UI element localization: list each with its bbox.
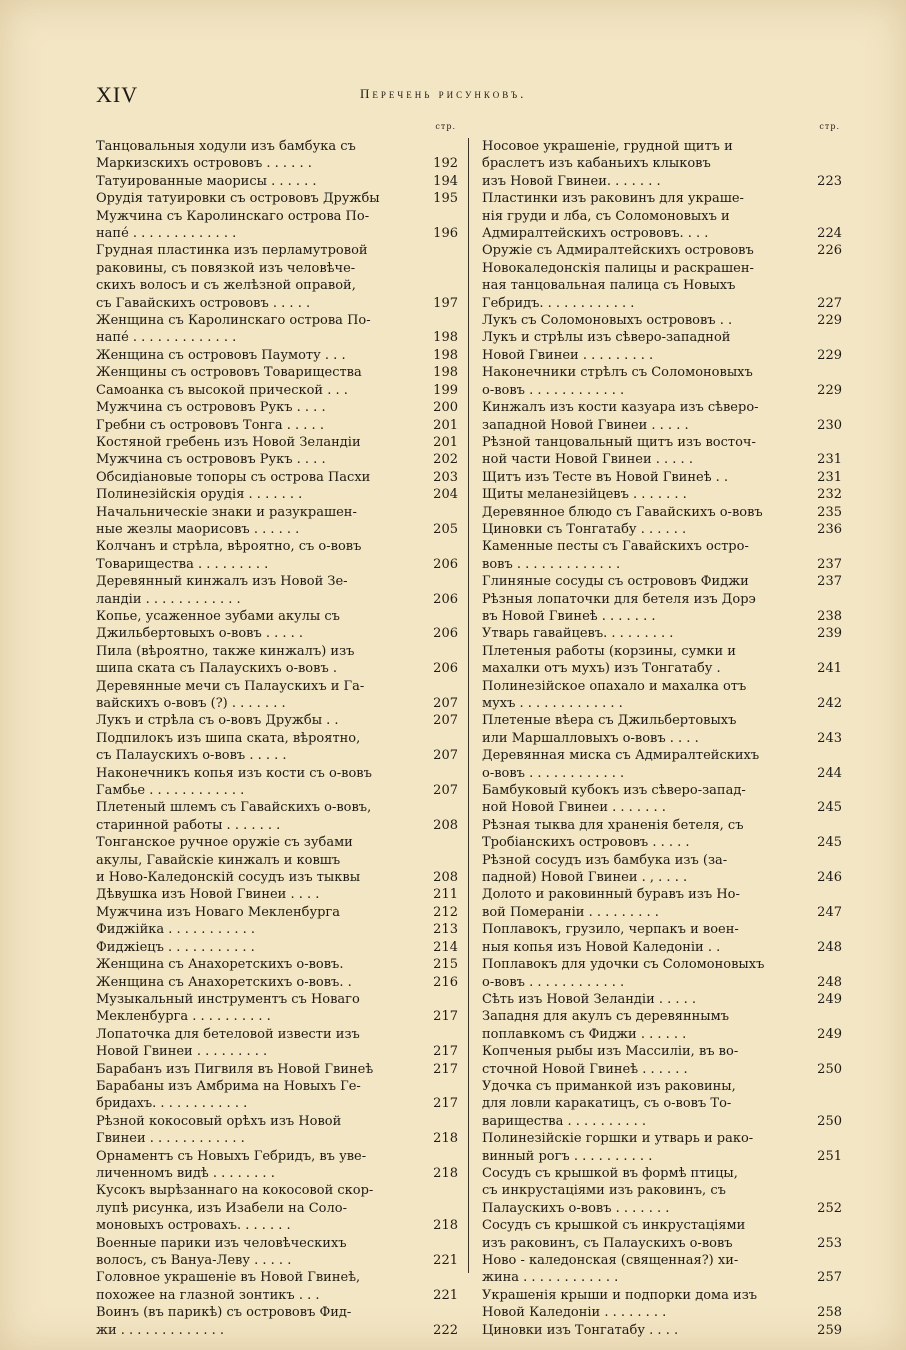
entry-title: Удочка съ приманкой изъ раковины, для ловли каракатицъ, съ о-вовъ То- варищества . . . . . . . . . . — [482, 1078, 736, 1129]
entry-page-number: 214 — [433, 939, 458, 955]
entry-title: Сосудъ съ крышкой съ инкрустаціями изъ раковинъ, съ Палаускихъ о-вовъ — [482, 1218, 746, 1251]
list-item — [96, 1078, 458, 1113]
list-item — [482, 399, 842, 434]
entry-list — [482, 138, 842, 1339]
entry-title: Деревянный кинжалъ изъ Новой Зе- ландіи . . . . . . . . . . . . — [96, 574, 348, 607]
list-item — [96, 991, 458, 1026]
entry-page-number: 237 — [817, 574, 842, 590]
list-item — [96, 208, 458, 243]
list-item — [482, 312, 842, 329]
list-item — [482, 625, 842, 642]
entry-page-number: 200 — [433, 400, 458, 416]
entry-title: Мужчина съ Каролинскаго острова По- напе́ . . . . . . . . . . . . . — [96, 208, 370, 242]
entry-page-number: 192 — [433, 156, 458, 172]
list-item — [96, 1182, 458, 1234]
list-item — [482, 1165, 842, 1217]
list-item — [482, 643, 842, 678]
entry-page-number: 252 — [817, 1200, 842, 1216]
entry-title: Каменные песты съ Гавайскихъ остро- вовъ . . . . . . . . . . . . . — [482, 539, 749, 572]
entry-title: Рѣзной кокосовый орѣхъ изъ Новой Гвинеи . . . . . . . . . . . . — [96, 1113, 342, 1147]
entry-page-number: 217 — [433, 1061, 458, 1077]
entry-page-number: 243 — [817, 730, 842, 746]
entry-title: Лукъ и стрѣла съ о-вовъ Дружбы . . — [96, 713, 339, 729]
entry-title: Рѣзной сосудъ изъ бамбука изъ (за- падной) Новой Гвинеи . , . . . . — [482, 852, 728, 886]
entry-page-number: 206 — [433, 626, 458, 642]
entry-title: Полинезійскія орудія . . . . . . . — [96, 487, 303, 503]
entry-title: Грудная пластинка изъ перламутровой раковины, съ повязкой изъ человѣче- скихъ волосъ и съ желѣзной оправой, съ Гавайскихъ острововъ . . . . . — [96, 243, 368, 311]
list-item — [96, 956, 458, 973]
list-item — [482, 138, 842, 190]
entry-page-number: 213 — [433, 922, 458, 938]
list-item — [96, 451, 458, 468]
entry-page-number: 218 — [433, 1165, 458, 1181]
entry-page-number: 229 — [817, 382, 842, 398]
entry-title: Орудія татуировки съ острововъ Дружбы — [96, 191, 380, 207]
list-item — [96, 939, 458, 956]
left-column — [96, 122, 458, 1339]
entry-page-number: 207 — [433, 696, 458, 711]
entry-page-number: 201 — [433, 417, 458, 433]
entry-title: Деревянные мечи съ Палаускихъ и Га- вайскихъ о-вовъ (?) . . . . . . . — [96, 678, 365, 711]
list-item — [482, 260, 842, 312]
entry-title: Ново - каледонская (священная?) хи- жина . . . . . . . . . . . . — [482, 1253, 739, 1286]
entry-page-number: 198 — [433, 365, 458, 381]
entry-page-number: 244 — [817, 765, 842, 781]
list-item — [96, 765, 458, 800]
list-item — [482, 469, 842, 486]
entry-title: Наконечники стрѣлъ съ Соломоновыхъ о-вовъ . . . . . . . . . . . . — [482, 365, 753, 398]
list-item — [482, 1322, 842, 1339]
entry-title: Украшенія крыши и подпорки дома изъ Новой Каледоніи . . . . . . . . — [482, 1287, 758, 1321]
list-item — [482, 712, 842, 747]
entry-page-number: 218 — [433, 1131, 458, 1147]
entry-page-number: 217 — [433, 1096, 458, 1112]
entry-page-number: 250 — [817, 1113, 842, 1129]
entry-page-number: 224 — [817, 226, 842, 242]
entry-title: Носовое украшеніе, грудной щитъ и браслетъ изъ кабаньихъ клыковъ изъ Новой Гвинеи. . . . . . . — [482, 139, 733, 189]
entry-title: Барабаны изъ Амбрима на Новыхъ Ге- бридахъ. . . . . . . . . . . . — [96, 1078, 361, 1112]
entry-page-number: 247 — [817, 904, 842, 920]
list-item — [96, 730, 458, 765]
list-item — [482, 991, 842, 1008]
entry-title: Головное украшеніе въ Новой Гвинеѣ, похожее на глазной зонтикъ . . . — [96, 1270, 361, 1303]
entry-title: Циновки изъ Тонгатабу . . . . — [482, 1322, 679, 1338]
entry-title: Женщина съ Анахоретскихъ о-вовъ. — [96, 957, 344, 973]
entry-page-number: 207 — [433, 748, 458, 764]
entry-page-number: 226 — [817, 243, 842, 259]
entry-title: Поплавокъ для удочки съ Соломоновыхъ о-вовъ . . . . . . . . . . . . — [482, 957, 765, 990]
list-item — [482, 1252, 842, 1287]
entry-page-number: 249 — [817, 991, 842, 1007]
list-item — [96, 678, 458, 713]
entry-title: Орнаментъ съ Новыхъ Гебридъ, въ уве- личенномъ видѣ . . . . . . . . — [96, 1148, 367, 1181]
entry-page-number: 257 — [817, 1270, 842, 1286]
entry-page-number: 245 — [817, 800, 842, 816]
entry-page-number: 221 — [433, 1287, 458, 1303]
entry-title: Фиджійка . . . . . . . . . . . — [96, 922, 256, 938]
entry-page-number: 196 — [433, 226, 458, 242]
entry-title: Колчанъ и стрѣла, вѣроятно, съ о-вовъ Товарищества . . . . . . . . . — [96, 539, 362, 572]
list-item — [482, 1130, 842, 1165]
list-item — [96, 1148, 458, 1183]
list-item — [482, 1287, 842, 1322]
list-item — [482, 921, 842, 956]
entry-page-number: 202 — [433, 452, 458, 468]
entry-title: Пила (вѣроятно, также кинжалъ) изъ шипа ската съ Палаускихъ о-вовъ . — [96, 643, 355, 677]
entry-page-number: 211 — [433, 887, 458, 903]
entry-title: Циновки съ Тонгатабу . . . . . . — [482, 521, 687, 537]
list-item — [96, 190, 458, 207]
entry-title: Барабанъ изъ Пигвиля въ Новой Гвинеѣ — [96, 1061, 374, 1077]
entry-page-number: 231 — [817, 452, 842, 468]
entry-title: Фиджіецъ . . . . . . . . . . . — [96, 939, 255, 955]
list-item — [96, 974, 458, 991]
entry-title: Начальническіе знаки и разукрашен- ные жезлы маорисовъ . . . . . . — [96, 504, 357, 537]
entry-title: Мужчина съ острововъ Рукъ . . . . — [96, 452, 326, 468]
entry-title: Поплавокъ, грузило, черпакъ и воен- ныя копья изъ Новой Каледоніи . . — [482, 922, 739, 955]
entry-page-number: 253 — [817, 1235, 842, 1251]
entry-title: Музыкальный инструментъ съ Новаго Мекленбурга . . . . . . . . . . — [96, 991, 360, 1025]
entry-page-number: 258 — [817, 1305, 842, 1321]
entry-title: Лопаточка для бетеловой извести изъ Новой Гвинеи . . . . . . . . . — [96, 1026, 360, 1060]
page-column-label: стр. — [819, 122, 840, 131]
list-item — [96, 364, 458, 381]
entry-page-number: 239 — [817, 626, 842, 642]
entry-title: Щиты меланезійцевъ . . . . . . . — [482, 487, 687, 503]
entry-page-number: 250 — [817, 1061, 842, 1077]
entry-title: Женщина съ Анахоретскихъ о-вовъ. . — [96, 974, 352, 990]
entry-page-number: 229 — [817, 313, 842, 329]
entry-page-number: 259 — [817, 1322, 842, 1338]
entry-list — [96, 138, 458, 1339]
list-item — [96, 486, 458, 503]
entry-page-number: 212 — [433, 904, 458, 920]
list-item — [96, 643, 458, 678]
list-item — [96, 1235, 458, 1270]
list-item — [482, 486, 842, 503]
entry-page-number: 201 — [433, 434, 458, 450]
entry-title: Гребни съ острововъ Тонга . . . . . — [96, 417, 324, 433]
list-item — [96, 1269, 458, 1304]
entry-title: Тонганское ручное оружіе съ зубами акулы, Гавайскіе кинжалъ и ковшъ и Ново-Каледонскій сосудъ изъ тыквы — [96, 835, 361, 886]
entry-page-number: 238 — [817, 608, 842, 624]
entry-page-number: 208 — [433, 817, 458, 833]
list-item — [96, 904, 458, 921]
entry-title: Мужчина изъ Новаго Мекленбурга — [96, 904, 340, 920]
entry-title: Копченыя рыбы изъ Массиліи, въ во- сточной Новой Гвинеѣ . . . . . . — [482, 1044, 739, 1077]
entry-title: Сосудъ съ крышкой въ формѣ птицы, съ инкрустаціями изъ раковинъ, съ Палаускихъ о-вовъ . . . . . . . — [482, 1165, 738, 1216]
entry-title: Обсидіановые топоры съ острова Пасхи — [96, 469, 371, 485]
entry-title: Женщины съ острововъ Товарищества — [96, 365, 362, 381]
list-item — [482, 364, 842, 399]
entry-title: Долото и раковинный буравъ изъ Но- вой Помераніи . . . . . . . . . — [482, 887, 740, 920]
entry-page-number: 232 — [817, 487, 842, 503]
entry-page-number: 206 — [433, 591, 458, 607]
list-item — [482, 817, 842, 852]
list-item — [482, 538, 842, 573]
list-item — [96, 312, 458, 347]
entry-title: Самоанка съ высокой прической . . . — [96, 382, 348, 398]
entry-title: Лукъ съ Соломоновыхъ острововъ . . — [482, 313, 733, 329]
entry-page-number: 215 — [433, 957, 458, 973]
entry-page-number: 249 — [817, 1026, 842, 1042]
entry-title: Воинъ (въ парикѣ) съ острововъ Фид- жи . . . . . . . . . . . . . — [96, 1305, 352, 1338]
entry-title: Новокаледонскія палицы и раскрашен- ная танцовальная палица съ Новыхъ Гебридъ. . . . . . . . . . . . — [482, 260, 754, 311]
entry-title: Дѣвушка изъ Новой Гвинеи . . . . — [96, 887, 320, 903]
entry-page-number: 198 — [433, 347, 458, 363]
entry-title: Танцовальныя ходули изъ бамбука съ Маркизскихъ острововъ . . . . . . — [96, 139, 356, 172]
entry-title: Деревянное блюдо съ Гавайскихъ о-вовъ — [482, 504, 763, 520]
entry-page-number: 241 — [817, 661, 842, 677]
entry-page-number: 195 — [433, 191, 458, 207]
page-title: Перечень рисунковъ. — [360, 86, 527, 101]
entry-title: Плетеный шлемъ съ Гавайскихъ о-вовъ, старинной работы . . . . . . . — [96, 800, 372, 833]
entry-page-number: 242 — [817, 696, 842, 711]
entry-title: Полинезійскіе горшки и утварь и рако- винный рогъ . . . . . . . . . . — [482, 1131, 754, 1164]
list-item — [482, 242, 842, 259]
entry-page-number: 199 — [433, 382, 458, 398]
entry-page-number: 205 — [433, 521, 458, 537]
entry-page-number: 208 — [433, 870, 458, 886]
list-item — [482, 1217, 842, 1252]
list-item — [482, 573, 842, 590]
list-item — [96, 608, 458, 643]
entry-page-number: 248 — [817, 939, 842, 955]
entry-page-number: 246 — [817, 870, 842, 886]
list-item — [96, 1026, 458, 1061]
entry-title: Плетеные вѣера съ Джильбертовыхъ или Маршалловыхъ о-вовъ . . . . — [482, 713, 737, 746]
entry-page-number: 245 — [817, 835, 842, 851]
entry-title: Мужчина съ острововъ Рукъ . . . . — [96, 400, 326, 416]
list-item — [96, 347, 458, 364]
entry-page-number: 197 — [433, 295, 458, 311]
list-item — [96, 1113, 458, 1148]
entry-page-number: 235 — [817, 504, 842, 520]
list-item — [482, 852, 842, 887]
list-item — [96, 1304, 458, 1339]
entry-title: Западня для акулъ съ деревяннымъ поплавкомъ съ Фиджи . . . . . . — [482, 1009, 730, 1042]
entry-title: Полинезійское опахало и махалка отъ мухъ . . . . . . . . . . . . . — [482, 678, 747, 711]
entry-title: Лукъ и стрѣлы изъ сѣверо-западной Новой Гвинеи . . . . . . . . . — [482, 330, 731, 363]
entry-page-number: 231 — [817, 469, 842, 485]
entry-title: Подпилокъ изъ шипа ската, вѣроятно, съ Палаускихъ о-вовъ . . . . . — [96, 730, 361, 764]
column-divider — [468, 138, 469, 1273]
entry-page-number: 203 — [433, 469, 458, 485]
list-item — [96, 434, 458, 451]
entry-title: Оружіе съ Адмиралтейскихъ острововъ — [482, 243, 754, 259]
entry-title: Пластинки изъ раковинъ для украше- нія груди и лба, съ Соломоновыхъ и Адмиралтейскихъ острововъ. . . . — [482, 191, 744, 242]
list-item — [482, 504, 842, 521]
list-item — [96, 504, 458, 539]
entry-page-number: 251 — [817, 1148, 842, 1164]
list-item — [482, 521, 842, 538]
list-item — [482, 678, 842, 713]
list-item — [96, 173, 458, 190]
entry-title: Кинжалъ изъ кости казуара изъ сѣверо- западной Новой Гвинеи . . . . . — [482, 400, 759, 433]
list-item — [96, 538, 458, 573]
list-item — [482, 434, 842, 469]
entry-page-number: 207 — [433, 713, 458, 729]
list-item — [96, 1061, 458, 1078]
list-item — [96, 399, 458, 416]
entry-title: Утварь гавайцевъ. . . . . . . . . — [482, 626, 674, 642]
entry-page-number: 221 — [433, 1253, 458, 1268]
entry-page-number: 217 — [433, 1044, 458, 1060]
list-item — [96, 242, 458, 312]
list-item — [482, 329, 842, 364]
entry-page-number: 227 — [817, 295, 842, 311]
entry-title: Копье, усаженное зубами акулы съ Джильбертовыхъ о-вовъ . . . . . — [96, 608, 340, 642]
entry-title: Кусокъ вырѣзаннаго на кокосовой скор- лупѣ рисунка, изъ Изабели на Соло- моновыхъ островахъ. . . . . . . — [96, 1183, 374, 1234]
list-item — [482, 886, 842, 921]
entry-page-number: 216 — [433, 974, 458, 990]
entry-title: Рѣзной танцовальный щитъ изъ восточ- ной части Новой Гвинеи . . . . . — [482, 434, 756, 468]
list-item — [96, 382, 458, 399]
entry-page-number: 248 — [817, 974, 842, 990]
list-item — [482, 1008, 842, 1043]
list-item — [96, 799, 458, 834]
page-column-label: стр. — [435, 122, 456, 131]
entry-title: Женщина съ Каролинскаго острова По- напе́ . . . . . . . . . . . . . — [96, 313, 371, 346]
list-item — [482, 782, 842, 817]
list-item — [96, 886, 458, 903]
list-item — [96, 834, 458, 886]
entry-title: Татуированные маорисы . . . . . . — [96, 173, 317, 189]
list-item — [482, 591, 842, 626]
entry-page-number: 222 — [433, 1322, 458, 1338]
entry-title: Бамбуковый кубокъ изъ сѣверо-запад- ной Новой Гвинеи . . . . . . . — [482, 783, 746, 816]
entry-page-number: 217 — [433, 1009, 458, 1025]
list-item — [96, 921, 458, 938]
entry-title: Рѣзныя лопаточки для бетеля изъ Дорэ въ Новой Гвинеѣ . . . . . . . — [482, 591, 756, 624]
list-item — [96, 417, 458, 434]
list-item — [482, 1043, 842, 1078]
list-item — [96, 469, 458, 486]
right-column — [482, 122, 842, 1339]
entry-page-number: 236 — [817, 521, 842, 537]
list-item — [96, 712, 458, 729]
entry-page-number: 206 — [433, 556, 458, 572]
list-item — [482, 190, 842, 242]
entry-title: Глиняные сосуды съ острововъ Фиджи — [482, 574, 749, 590]
entry-page-number: 207 — [433, 783, 458, 799]
list-item — [96, 573, 458, 608]
list-item — [482, 956, 842, 991]
entry-page-number: 194 — [433, 173, 458, 189]
list-item — [482, 1078, 842, 1130]
entry-title: Наконечникъ копья изъ кости съ о-вовъ Гамбье . . . . . . . . . . . . — [96, 765, 372, 799]
page-number: XIV — [96, 82, 139, 107]
entry-page-number: 198 — [433, 330, 458, 346]
entry-page-number: 223 — [817, 173, 842, 189]
entry-title: Щитъ изъ Тесте въ Новой Гвинеѣ . . — [482, 469, 729, 485]
entry-title: Рѣзная тыква для храненія бетеля, съ Тробіанскихъ острововъ . . . . . — [482, 817, 744, 851]
entry-title: Плетеныя работы (корзины, сумки и махалки отъ мухъ) изъ Тонгатабу . — [482, 643, 736, 677]
entry-title: Женщина съ острововъ Паумоту . . . — [96, 347, 346, 363]
entry-page-number: 230 — [817, 417, 842, 433]
entry-page-number: 229 — [817, 347, 842, 363]
entry-page-number: 204 — [433, 487, 458, 503]
entry-page-number: 218 — [433, 1218, 458, 1234]
entry-title: Военные парики изъ человѣческихъ волосъ, съ Вануа-Леву . . . . . — [96, 1235, 347, 1268]
entry-title: Деревянная миска съ Адмиралтейскихъ о-вовъ . . . . . . . . . . . . — [482, 748, 760, 781]
list-item — [96, 138, 458, 173]
entry-title: Сѣть изъ Новой Зеландіи . . . . . — [482, 991, 697, 1007]
entry-page-number: 237 — [817, 556, 842, 572]
list-item — [482, 747, 842, 782]
entry-page-number: 206 — [433, 661, 458, 677]
entry-title: Костяной гребень изъ Новой Зеландіи — [96, 434, 361, 450]
